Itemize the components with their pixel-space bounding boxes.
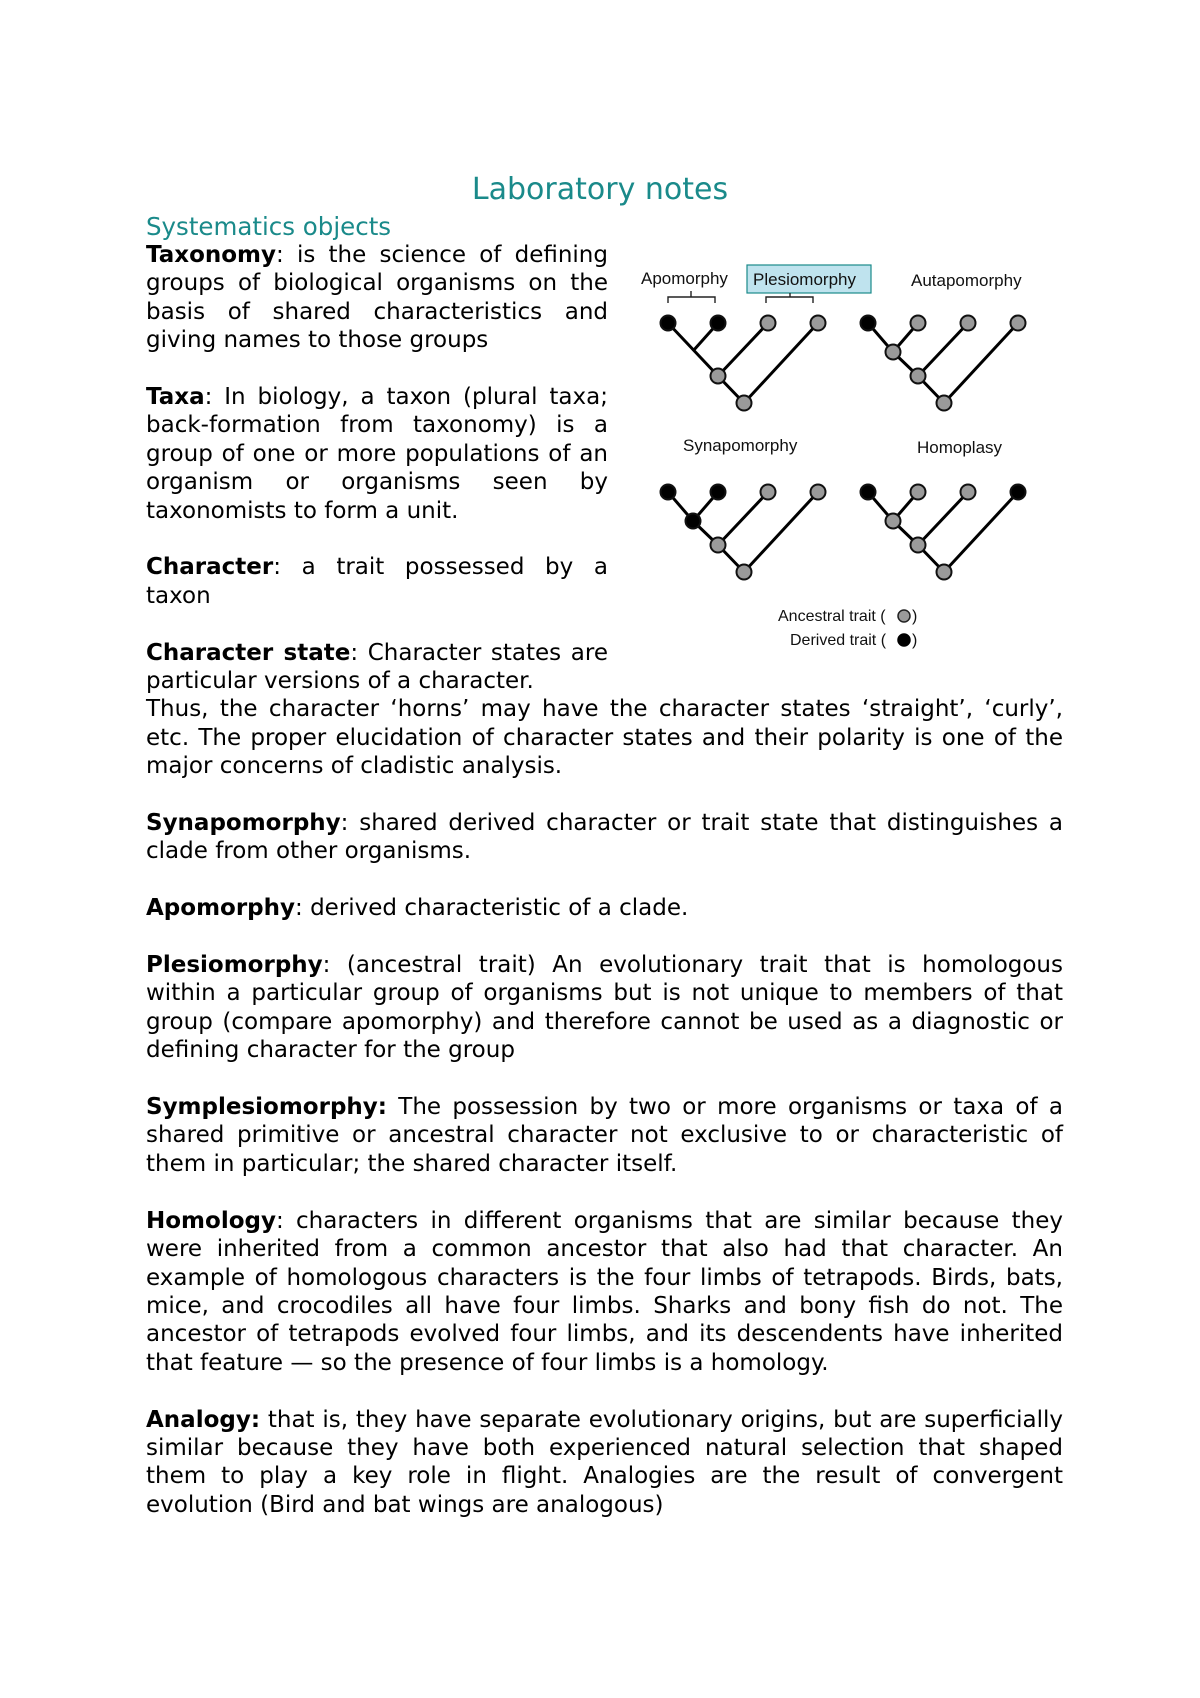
definition-taxa — [146, 383, 608, 525]
apomorphy-bracket — [668, 291, 715, 303]
definition-taxonomy — [146, 241, 608, 355]
legend-ancestral-close: ) — [912, 608, 918, 625]
section-subtitle: Systematics objects — [146, 212, 392, 241]
tip-node — [1011, 485, 1026, 500]
legend-derived-label: Derived trait ( — [790, 632, 887, 649]
tip-node — [861, 485, 876, 500]
internal-node — [937, 396, 952, 411]
internal-node — [737, 396, 752, 411]
term: Analogy: — [146, 1406, 261, 1433]
definition-text: (ancestral trait) An evolutionary trait that is homologous within a particular group of organisms but is not unique to members of that group (compare apomorphy) and therefore cannot be used as a diagnostic or defining character for the group — [146, 952, 1063, 1064]
term: Symplesiomorphy: — [146, 1094, 387, 1121]
definition-text: derived characteristic of a clade. — [302, 895, 689, 922]
definition-continuation: Thus, the character ‘horns’ may have the character states ‘straight’, ‘curly’, etc. The proper elucidation of character states and their polarity is one of the major concerns of cladistic analysis. — [146, 696, 1063, 780]
internal-node — [886, 514, 901, 529]
definition-text: is the science of defining groups of biological organisms on the basis of shared characteristics and giving names to those groups — [146, 242, 608, 354]
tip-node — [861, 316, 876, 331]
tip-node — [711, 316, 726, 331]
branch — [718, 323, 768, 376]
definition-text: In biology, a taxon (plural taxa; back-formation from taxonomy) is a group of one or more populations of an organism or organisms seen by taxonomists to form a unit. — [146, 384, 608, 524]
separator: : — [295, 895, 303, 922]
term: Homology — [146, 1207, 276, 1234]
label-homoplasy: Homoplasy — [917, 438, 1003, 457]
internal-node — [686, 514, 701, 529]
cladogram-svg — [635, 255, 1055, 660]
branch — [918, 323, 968, 376]
legend-ancestral-label: Ancestral trait ( — [778, 608, 886, 625]
term: Character — [146, 554, 274, 581]
term: Synapomorphy — [146, 810, 341, 837]
label-autapomorphy: Autapomorphy — [911, 271, 1022, 290]
tip-node — [911, 485, 926, 500]
ancestral-trait-icon — [898, 610, 910, 622]
definition-text: a trait possessed by a taxon — [146, 554, 608, 609]
internal-node — [711, 369, 726, 384]
label-apomorphy: Apomorphy — [641, 269, 728, 288]
derived-trait-icon — [898, 634, 910, 646]
internal-node — [937, 565, 952, 580]
page-title: Laboratory notes — [471, 172, 729, 207]
tip-node — [811, 316, 826, 331]
definition-plesiomorphy — [146, 951, 1063, 1065]
tip-node — [661, 316, 676, 331]
term: Apomorphy — [146, 895, 296, 922]
definition-text: shared derived character or trait state that distinguishes a clade from other organisms. — [146, 810, 1063, 865]
legend-derived-close: ) — [912, 632, 918, 649]
legend-derived — [790, 632, 887, 649]
definition-text: that is, they have separate evolutionary origins, but are superficially similar because they have both experienced natural selection that shaped them to play a key role in flight. Analogies are the result of convergent evolution (Bird and bat wings are analogous) — [146, 1406, 1063, 1518]
term: Taxonomy — [146, 242, 277, 268]
branch — [918, 492, 968, 545]
tip-node — [961, 316, 976, 331]
legend-ancestral — [778, 608, 886, 625]
branch — [718, 492, 768, 545]
definition-synapomorphy — [146, 809, 1063, 866]
definition-text: Character states are particular versions of a character. — [146, 639, 608, 695]
definition-text: The possession by two or more organisms or taxa of a shared primitive or ancestral character not exclusive to or characteristic of them in particular; the shared character itself. — [146, 1094, 1063, 1177]
term: Character state — [146, 639, 351, 666]
separator: : — [322, 952, 331, 979]
tip-node — [711, 485, 726, 500]
cladogram-figure — [635, 255, 1055, 660]
tip-node — [1011, 316, 1026, 331]
separator: : — [275, 1207, 284, 1234]
tip-node — [811, 485, 826, 500]
internal-node — [711, 538, 726, 553]
term: Plesiomorphy — [146, 952, 323, 979]
separator: : — [276, 242, 284, 268]
separator: : — [340, 810, 349, 837]
definition-symplesiomorphy — [146, 1093, 1063, 1178]
term: Taxa — [146, 384, 205, 411]
definition-text: characters in different organisms that are similar because they were inherited from a common ancestor that also had that character. An example of homologous characters is the four limbs of tetrapods. Birds, bats, mice, and crocodiles all have four limbs. Sharks and bony fish do not. The ancestor of tetrapods evolved four limbs, and its descendents have inherited that feature — so the presence of four limbs is a homology. — [146, 1207, 1063, 1376]
internal-node — [886, 345, 901, 360]
label-plesiomorphy: Plesiomorphy — [753, 270, 856, 289]
definition-analogy — [146, 1406, 1063, 1520]
definition-homology — [146, 1207, 1063, 1377]
definition-character — [146, 553, 608, 610]
internal-node — [911, 369, 926, 384]
tip-node — [661, 485, 676, 500]
definition-lead — [146, 639, 608, 696]
internal-node — [911, 538, 926, 553]
plesiomorphy-bracket — [766, 293, 813, 303]
tip-node — [911, 316, 926, 331]
tip-node — [761, 316, 776, 331]
label-synapomorphy: Synapomorphy — [683, 436, 798, 455]
separator: : — [350, 639, 359, 666]
definition-apomorphy — [146, 894, 1063, 922]
tip-node — [761, 485, 776, 500]
tip-node — [961, 485, 976, 500]
separator: : — [273, 554, 281, 581]
internal-node — [737, 565, 752, 580]
separator: : — [204, 384, 213, 411]
